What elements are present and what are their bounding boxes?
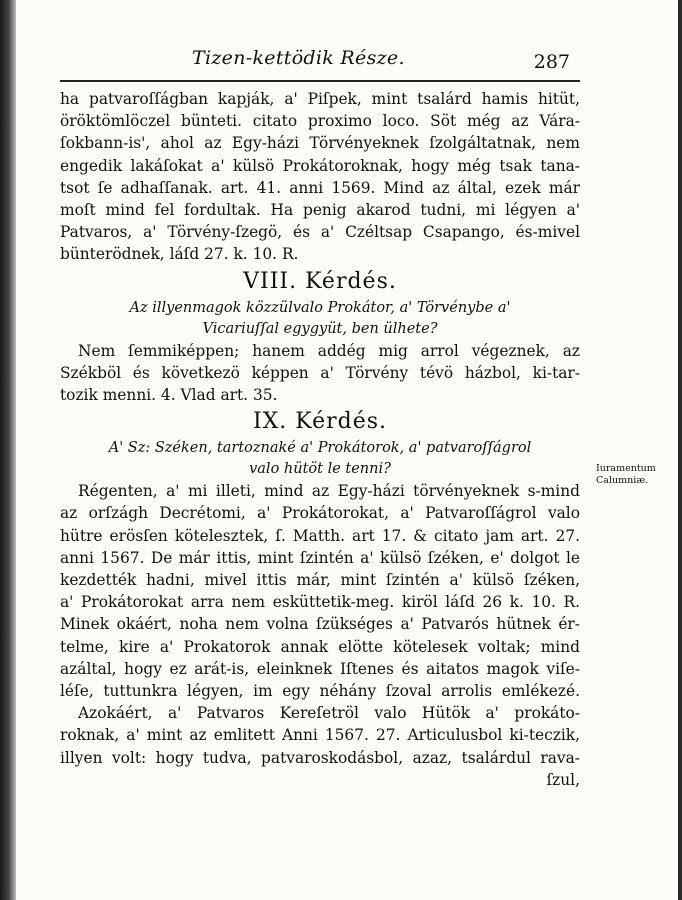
text-line: az orſzágh Decrétomi, a' Prokátorokat, a' Patvaroſſágrol valo <box>60 504 580 523</box>
question-line: A' Sz: Széken, tartoznaké a' Prokátorok, a' patvaroſſágrol <box>108 440 532 457</box>
marginal-note <box>596 463 676 487</box>
text-line: Minek okáért, noha nem volna ſzükséges a' Patvarós hütnek ér- <box>60 615 580 634</box>
running-title: Tizen-kettödik Része. <box>192 47 405 69</box>
text-line: engedik lakáſokat a' külsö Prokátoroknak, hogy még tsak tana- <box>60 156 580 175</box>
catchword: ſzul, <box>546 770 580 789</box>
section-heading-viii: VIII. Kérdés. <box>243 268 397 294</box>
text-line: a' Prokátorokat arra nem esküttetik-meg. kiröl láſd 26 k. 10. R. <box>60 593 580 612</box>
text-line: ha patvaroſſágban kapják, a' Piſpek, mint tsalárd hamis hitüt, <box>60 90 580 108</box>
text-line: kezdették hadni, mivel ittis már, mint ſzintén a' külsö ſzéken, <box>60 571 580 590</box>
question-line: valo hütöt le tenni? <box>249 461 391 478</box>
text-line: azáltal, hogy ez arát-is, eleinknek Iſtenes és aitatos magok viſe- <box>60 659 580 678</box>
page-number: 287 <box>533 51 570 73</box>
text-line: öröktömlöczel bünteti. citato proximo loco. Söt még az Vára- <box>60 112 580 131</box>
text-line: léſe, tuttunkra légyen, im egy néhány ſzoval arrolis emlékezé. <box>60 682 580 701</box>
question-line: Vicariuſſal egygyüt, ben ülhete? <box>202 320 438 337</box>
page-binding-edge <box>0 0 16 900</box>
page-header <box>60 45 580 75</box>
header-rule <box>60 80 580 82</box>
question-viii <box>60 298 580 340</box>
text-line: moſt mind fel fordultak. Ha penig akarod tudni, mi légyen a' <box>60 201 580 220</box>
text-line: anni 1567. De már ittis, mint ſzintén a' külsö ſzéken, e' dolgot le <box>60 548 580 567</box>
main-text <box>60 88 580 791</box>
text-line: illyen volt: hogy tudva, patvaroskodásbol, azaz, tsalárdul rava- <box>60 748 580 767</box>
text-line: tozik menni. 4. Vlad art. 35. <box>60 386 278 405</box>
text-line: Székböl és következö képpen a' Törvény tévö házbol, ki-tar- <box>60 363 580 382</box>
text-line: bünterödnek, láſd 27. k. 10. R. <box>60 245 299 264</box>
page-right-edge <box>678 0 682 900</box>
text-line: Régenten, a' mi illeti, mind az Egy-házi törvényeknek s-mind <box>78 482 580 501</box>
text-line: Azokáért, a' Patvaros Kereſetröl valo Hütök a' prokáto- <box>78 704 580 723</box>
marginal-note-line: Iuramentum <box>596 463 656 474</box>
text-line: ſokbann-is', ahol az Egy-házi Törvényeknek ſzolgáltatnak, nem <box>60 134 580 153</box>
marginal-note-line: Calumniæ. <box>596 475 649 486</box>
text-line: tsot ſe adhaſſanak. art. 41. anni 1569. Mind az által, ezek már <box>60 178 580 197</box>
question-ix <box>60 438 580 480</box>
text-line: hütre erösſen kötelesztek, ſ. Matth. art 17. & citato jam art. 27. <box>60 526 580 545</box>
section-heading-ix: IX. Kérdés. <box>252 409 388 435</box>
text-line: roknak, a' mint az emlitett Anni 1567. 27. Articulusbol ki-teczik, <box>60 726 580 745</box>
text-line: telme, kire a' Prokatorok annak elötte kötelesek voltak; mind <box>60 637 580 656</box>
text-line: Patvaros, a' Törvény-ſzegö, és a' Czéltsap Csapango, és-mivel <box>60 223 580 242</box>
question-line: Az illyenmagok közzülvalo Prokátor, a' Törvénybe a' <box>129 299 511 316</box>
text-line: Nem ſemmiképpen; hanem addég mig arrol végeznek, az <box>78 341 580 360</box>
